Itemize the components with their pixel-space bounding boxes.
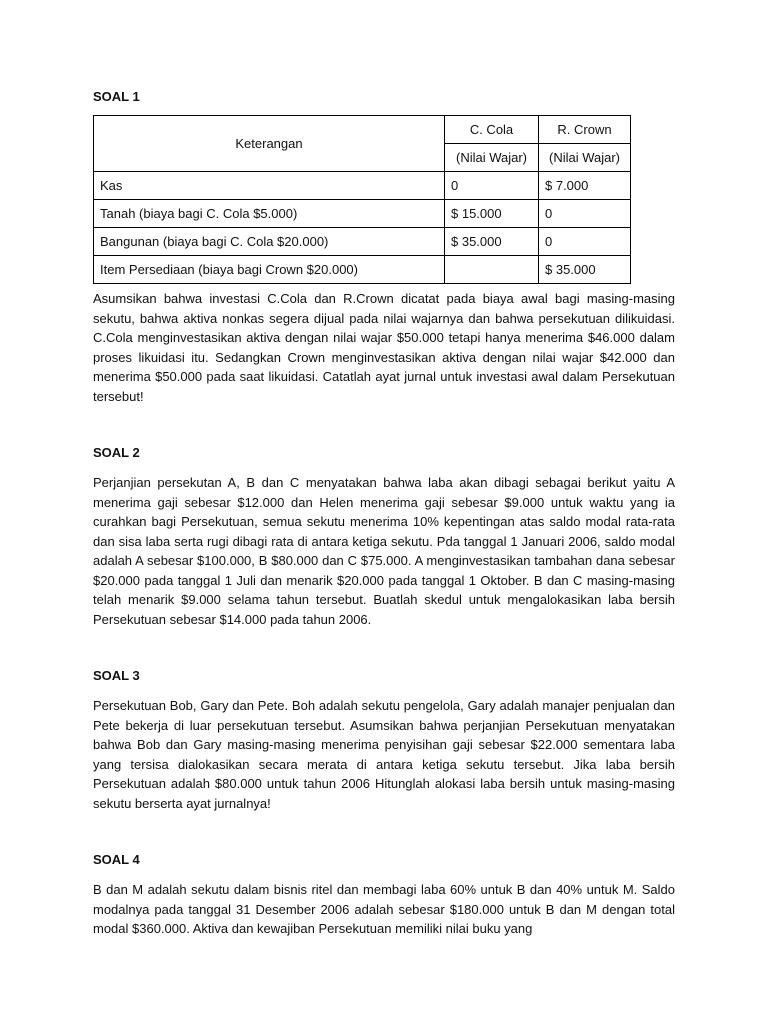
spacer — [93, 629, 675, 667]
row-crown-value: 0 — [539, 228, 631, 256]
row-label: Kas — [94, 172, 445, 200]
row-crown-value: $ 7.000 — [539, 172, 631, 200]
spacer — [93, 406, 675, 444]
soal-2-heading: SOAL 2 — [93, 445, 140, 460]
spacer — [93, 869, 675, 880]
row-cola-value: 0 — [445, 172, 539, 200]
soal-3-heading: SOAL 3 — [93, 668, 140, 683]
soal-4-text: B dan M adalah sekutu dalam bisnis ritel dan membagi laba 60% untuk B dan 40% untuk M. Saldo modalnya pada tanggal 31 Desember 2006 adalah sebesar $180.000 untuk B dan M dengan total modal $360.000. Aktiva dan kewajiban Persekutuan memiliki nilai buku yang — [93, 882, 675, 936]
row-crown-value: 0 — [539, 200, 631, 228]
table-row — [94, 256, 631, 284]
header-keterangan: Keterangan — [94, 116, 445, 172]
document-page — [93, 88, 675, 939]
fair-value-table — [93, 115, 631, 284]
row-cola-value — [445, 256, 539, 284]
spacer — [93, 462, 675, 473]
row-label: Bangunan (biaya bagi C. Cola $20.000) — [94, 228, 445, 256]
soal-4-heading: SOAL 4 — [93, 852, 140, 867]
soal-1-text: Asumsikan bahwa investasi C.Cola dan R.Crown dicatat pada biaya awal bagi masing-masing sekutu, bahwa aktiva nonkas segera dijual pada nilai wajarnya dan bahwa persekutuan dilikuidasi. C.Cola menginvestasikan aktiva dengan nilai wajar $50.000 tetapi hanya menerima $46.000 dalam proses likuidasi itu. Sedangkan Crown menginvestasikan aktiva dengan nilai wajar $42.000 dan menerima $50.000 pada saat likuidasi. Catatlah ayat jurnal untuk investasi awal dalam Persekutuan tersebut! — [93, 291, 675, 404]
row-crown-value: $ 35.000 — [539, 256, 631, 284]
soal-2-text: Perjanjian persekutan A, B dan C menyatakan bahwa laba akan dibagi sebagai berikut yaitu A menerima gaji sebesar $12.000 dan Helen menerima gaji sebesar $9.000 untuk waktu yang ia curahkan bagi Persekutuan, semua sekutu menerima 10% kepentingan atas saldo modal rata-rata dan sisa laba serta rugi dibagi rata di antara ketiga sekutu. Pda tanggal 1 Januari 2006, saldo modal adalah A sebesar $100.000, B $80.000 dan C $75.000. A menginvestasikan tambahan dana sebesar $20.000 pada tanggal 1 Juli dan menarik $20.000 pada tanggal 1 Oktober. B dan C masing-masing telah menarik $9.000 selama tahun tersebut. Buatlah skedul untuk mengalokasikan laba bersih Persekutuan sebesar $14.000 pada tahun 2006. — [93, 475, 675, 627]
soal-1-heading: SOAL 1 — [93, 89, 140, 104]
header-crown: R. Crown — [539, 116, 631, 144]
row-cola-value: $ 15.000 — [445, 200, 539, 228]
table-row — [94, 200, 631, 228]
row-label: Item Persediaan (biaya bagi Crown $20.000) — [94, 256, 445, 284]
row-label: Tanah (biaya bagi C. Cola $5.000) — [94, 200, 445, 228]
table-header-row — [94, 116, 631, 144]
spacer — [93, 813, 675, 851]
header-cola: C. Cola — [445, 116, 539, 144]
table-row — [94, 228, 631, 256]
table-row — [94, 172, 631, 200]
row-cola-value: $ 35.000 — [445, 228, 539, 256]
subheader-cola: (Nilai Wajar) — [445, 144, 539, 172]
spacer — [93, 685, 675, 696]
soal-3-text: Persekutuan Bob, Gary dan Pete. Boh adalah sekutu pengelola, Gary adalah manajer penjualan dan Pete bekerja di luar persekutuan tersebut. Asumsikan bahwa perjanjian Persekutuan menyatakan bahwa Bob dan Gary masing-masing menerima penyisihan gaji sebesar $22.000 sementara laba yang tersisa dialokasikan secara merata di antara ketiga sekutu tersebut. Jika laba bersih Persekutuan adalah $80.000 untuk tahun 2006 Hitunglah alokasi laba bersih untuk masing-masing sekutu berserta ayat jurnalnya! — [93, 698, 675, 811]
subheader-crown: (Nilai Wajar) — [539, 144, 631, 172]
